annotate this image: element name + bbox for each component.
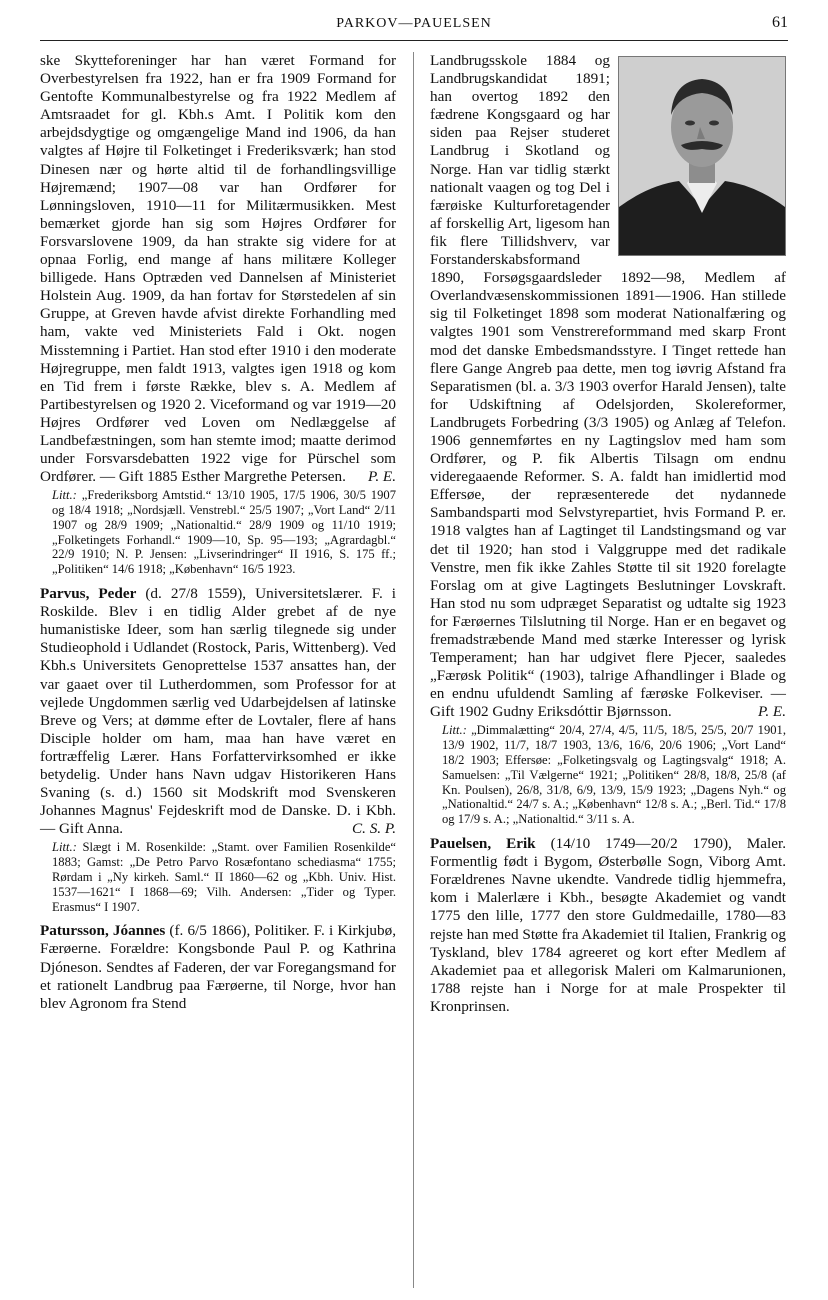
entry-text: (14/10 1749—20/2 1790), Maler. Formentlig født i Bygom, Østerbølle Sogn, Viborg Amt. Forældrenes Navne ukendte. Vandrede tidlig hjemmefra, kom i Malerlære i Kbh., besøgte Akademiet og vandt 1775 den lille, 1777 den store Guldmedaille, 1780—83 rejste han med Støtte fra Akademiet til Italien, Frankrig og Tyskland, blev 1784 agreeret og kort efter Medlem af Akademiet paa et allegorisk Maleri om Kalmarunionen, 1788 rejste han i Norge for at male Prospekter til Kronprinsen. (430, 835, 786, 1015)
entry-text: (d. 27/8 1559), Universitetslærer. F. i Roskilde. Blev i en tidlig Alder grebet af de nye humanistiske Ideer, som han særlig tilegnede sig under Studieophold i Udlandet (Rostock, Paris, Wittenberg). Ved Kbh.s Universitets Genoprettelse 1537 ansattes han, der var gaaet over til Lutherdommen, som Professor for at vejlede Ungdommen særlig ved Udarbejdelsen af latinske Breve og Vers; at dømme efter de Lovtaler, flere af hans Disciple holder om ham, maa han have været en fortræffelig Lærer. Hans Forfattervirksomhed er ikke betydelig. Under hans Navn udgav Historikeren Hans Svaning (s. d.) 1560 sit Modskrift mod Svenskeren Johannes Magnus' Fejdeskrift mod de Danske. D. i Kbh. — Gift Anna. (40, 585, 396, 838)
entry-parvus (40, 585, 396, 838)
entry-patursson (40, 922, 396, 1012)
entry-pauelsen (430, 835, 786, 1016)
literature-text: „Frederiksborg Amtstid.“ 13/10 1905, 17/5 1906, 30/5 1907 og 18/4 1918; „Nordsjæll. Venstrebl.“ 25/5 1907; „Vort Land“ 2/11 1907 og 28/9 1909; „Nationaltid.“ 28/9 1909 og 11/10 1919; „Folketingets Forhandl.“ 1909—10, Sp. 95—193; „Agrardagbl.“ 22/9 1910; N. P. Jensen: „Livserindringer“ II 1916, S. 175 ff.; „Politiken“ 14/6 1918; „København“ 16/5 1923. (52, 488, 396, 577)
entry-headword: Pauelsen, Erik (430, 835, 536, 853)
literature-text: „Dimmalætting“ 20/4, 27/4, 4/5, 11/5, 18/5, 25/5, 20/7 1901, 13/9 1902, 11/7, 18/7 1903, 13/6, 16/6, 20/6 1906; „Vort Land“ 18/2 1903; Effersøe: „Folketingsvalg og Lagtingsvalg“ 1918; A. Samuelsen: „Til Vælgerne“ 1921; „Politiken“ 28/8, 18/8, 25/8 (af Kn. Poulsen), 26/8, 31/8, 6/9, 13/9, 15/9 1923; „Dagens Nyh.“ og „Nationaltid.“ 24/7 s. A.; „København“ 12/8 s. A.; „Berl. Tid.“ 17/8 og 17/9 s. A.; „Nationaltid.“ 3/11 s. A. (442, 723, 786, 827)
literature-label: Litt.: (52, 488, 77, 503)
right-column (430, 52, 786, 1016)
entry-continuation (40, 52, 396, 486)
literature-label: Litt.: (442, 723, 467, 738)
page-header (40, 14, 788, 41)
author-signature: P. E. (368, 468, 396, 486)
entry-text: ske Skytteforeninger har han været Formand for Overbestyrelsen fra 1922, han er fra 1909 Formand for Gentofte Kommunalbestyrelse og fra 1922 Medlem af Amtsraadet for gl. Kbh.s Amt. I Politik kom den arbejdsdygtige og omgængelige Mand ind 1906, da han valgtes af Højre til Folketinget i Frederiksværk; han stod Dinesen nær og hørte altid til de forhandlingsvillige Højremænd; 1907—08 var han Ordfører for Lønningsloven, 1910—11 for Militærmusikken. Mest bemærket gjorde han sig som Højres Ordfører for Forsvarslovene 1909, da han strakte sig videre for at opnaa Forlig, end mange af hans militære Kolleger billigede. Hans Optræden ved Dannelsen af Ministeriet Holstein Aug. 1909, da han fortav for Størstedelen af sin Gruppe, at Greven havde afvist direkte Forhandling med ham, vakte ved Ministeriets Fald i Okt. nogen Misstemning i Partiet. Han stod efter 1910 i den moderate Højregruppe, men faldt 1913, valgtes igen 1918 og kom en Tid frem i første Række, blev s. A. Medlem af Partibestyrelsen og 1920 2. Viceformand og var 1919—20 Højres Ordfører ved Loven om Nedlæggelse af Landbefæstningen, som han stemte imod; maatte derimod under Forsvarsdebatten 1922 vige for Pürschel som Ordfører. — Gift 1885 Esther Margrethe Petersen. (40, 52, 396, 486)
column-divider (413, 52, 414, 1288)
literature-note (40, 488, 396, 577)
running-head: PARKOV—PAUELSEN (336, 16, 492, 31)
entry-text: Landbrugsskole 1884 og Landbrugskandidat 1891; han overtog 1892 den fædrene Kongsgaard og har siden paa Rejser studeret Landbrug i Skotland og Norge. Han var tidlig stærkt nationalt vaagen og tog Del i færøiske Kulturforetagender af forskellig Art, ligesom han fik flere Tillidshverv, var Forstanderskabsformand 1890, Forsøgsgaardsleder 1892—98, Medlem af Overlandvæsenskommissionen 1891—1906. Han stillede sig til Folketinget 1898 som moderat Nationalfæring og valgtes 1901 som Venstrereformmand med skarp Front mod det danske Embedsmandsstyre. I Tinget rettede han flere Gange Angreb paa dette, men tog iøvrig Afstand fra Separatismen (bl. a. 3/3 1903 overfor Harald Jensen), talte for Udskiftning af Odelsjorden, Skolereformer, Landbrugets Forbedring (3/3 1905) og Anlæg af Telefon. 1906 gennemførtes en ny Lagtingslov med ham som Ordfører, og P. fik Albertis Tilsagn om endnu videregaaende Reformer. S. A. faldt han imidlertid mod Effersøe, der repræsenterede det nydannede Sambandsparti mod Selvstyrepartiet, hvis Formand P. er. 1918 valgtes han af Lagtinget til Landstingsmand og var det til 1920; han stod i Valggruppe med det radikale Venstre, men fik ikke Zahles Støtte til sit 1920 forelagte Forslag om at give Lagtingets Beslutninger Lovskraft. Han stod nu som udpræget Separatist og udtalte sig 1923 for Færøernes Tilslutning til Norge. Han er en begavet og fremadstræbende Mand med stærke Interesser og lyrisk Temperament; han har udgivet flere Pjecer, saaledes „Færøsk Politik“ (1903), talrige Afhandlinger i Blade og en endnu ufuldendt Samling af færøske Folkeviser. — Gift 1902 Gudny Eriksdóttir Bjørnsson. (430, 52, 786, 721)
portrait-image (619, 57, 785, 255)
literature-text: Slægt i M. Rosenkilde: „Stamt. over Familien Rosenkilde“ 1883; Gamst: „De Petro Parvo Rosæfontano schediasma“ 1755; Rørdam i „Ny kirkeh. Saml.“ II 1860—62 og „Kbh. Univ. Hist. 1537—1621“ I 1868—69; Vilh. Andersen: „Tider og Typer. Erasmus“ I 1907. (52, 840, 397, 914)
author-signature: P. E. (758, 703, 786, 721)
left-column (40, 52, 396, 1013)
literature-label: Litt.: (52, 840, 77, 855)
literature-note (430, 723, 786, 827)
page-number: 61 (772, 14, 788, 31)
entry-headword: Patursson, Jóannes (40, 922, 166, 940)
author-signature: C. S. P. (351, 820, 396, 838)
entry-text: (f. 6/5 1866), Politiker. F. i Kirkjubø, Færøerne. Forældre: Kongsbonde Paul P. og Kathrina Djóneson. Sendtes af Faderen, der var Foregangsmand for et rationelt Landbrug paa Færøerne, til Norge, hvor han blev Agronom fra Stend (40, 922, 396, 1012)
literature-note (40, 840, 396, 914)
portrait-photo (618, 56, 786, 256)
entry-headword: Parvus, Peder (40, 585, 137, 603)
